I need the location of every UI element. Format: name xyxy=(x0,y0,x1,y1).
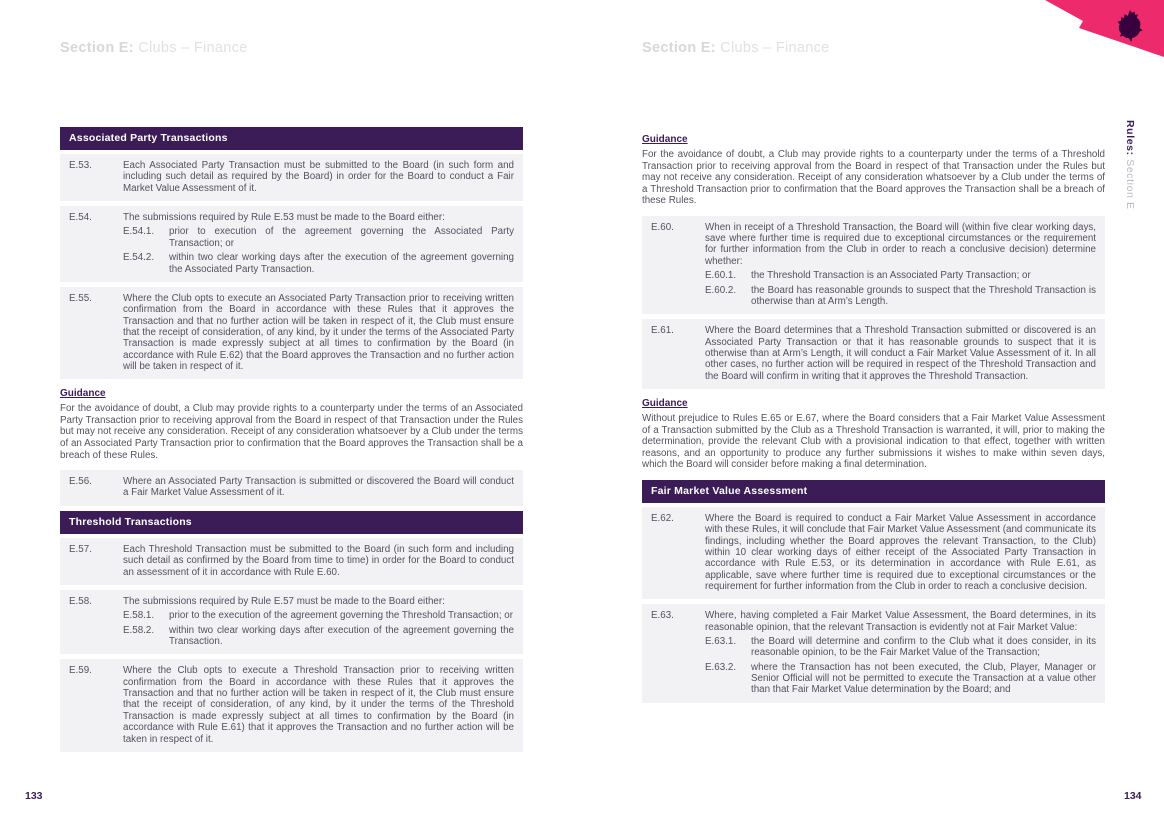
section-header-label: Associated Party Transactions xyxy=(69,132,228,144)
rule-row xyxy=(60,470,523,506)
rule-text: Where the Club opts to execute a Threshold Transaction prior to receiving written confirmation from the Board in accordance with these Rules that it approves the Transaction and that no further action will be taken in respect of it, the Club must ensure that the receipt of consideration, of any kind, by it under the terms of the Threshold Transaction is made expressly subject at all times to confirmation by the Board (in accordance with Rule E.61) that it approves the Transaction and no further action will be taken in respect of it. xyxy=(123,665,514,745)
rule-text: Each Associated Party Transaction must be submitted to the Board (in such form and including such detail as required by the Board) in order for the Board to conduct a Fair Market Value Assessment of it. xyxy=(123,160,514,194)
guidance-heading: Guidance xyxy=(60,388,106,400)
rule-row xyxy=(642,604,1105,703)
rule-row xyxy=(60,659,523,752)
page-header-section: Section E: xyxy=(642,40,716,56)
rule-number: E.63. xyxy=(651,610,674,622)
rule-body xyxy=(123,596,514,647)
rule-number: E.57. xyxy=(69,543,92,555)
subrule-row xyxy=(705,270,1096,281)
subrule-number: E.63.1. xyxy=(705,636,737,648)
page-header-title: Clubs – Finance xyxy=(133,40,248,56)
rule-text: The submissions required by Rule E.53 must be made to the Board either: xyxy=(123,212,445,224)
rule-number: E.55. xyxy=(69,292,92,304)
rule-row xyxy=(60,154,523,201)
rule-body xyxy=(705,222,1096,308)
rule-text: Where the Board determines that a Threshold Transaction submitted or discovered is an Associated Party Transaction or that it has reasonable grounds to suspect that it is otherwise than at Arm’s Length, it will conduct a Fair Market Value Assessment of it. In all other cases, no further action will be required in respect of the Threshold Transaction and the Board will confirm in writing that it approves the Threshold Transaction. xyxy=(705,325,1096,382)
page-header xyxy=(60,40,248,56)
rule-body xyxy=(705,513,1096,593)
rule-body xyxy=(123,665,514,745)
section-header-bar xyxy=(60,511,523,534)
guidance-block xyxy=(642,134,1105,207)
page-header-title: Clubs – Finance xyxy=(715,40,830,56)
rule-number: E.53. xyxy=(69,160,92,171)
guidance-block xyxy=(60,388,523,461)
rule-text: Where an Associated Party Transaction is submitted or discovered the Board will conduct a Fair Market Value Assessment of it. xyxy=(123,476,514,499)
rule-row xyxy=(642,507,1105,600)
rule-number: E.59. xyxy=(69,665,92,677)
guidance-block xyxy=(642,398,1105,471)
page-content xyxy=(642,125,1105,708)
rule-number: E.56. xyxy=(69,476,92,488)
page-header-section: Section E: xyxy=(60,40,134,56)
subrule-number: E.54.1. xyxy=(123,226,155,238)
rule-row xyxy=(60,287,523,380)
side-tab-rest: Section E xyxy=(1124,155,1136,210)
subrule-text: the Board has reasonable grounds to suspect that the Threshold Transaction is otherwise than at Arm’s Length. xyxy=(751,284,1096,307)
rule-row xyxy=(642,319,1105,389)
subrule-text: the Board will determine and confirm to the Club what it does consider, in its reasonable opinion, to be the Fair Market Value of the Transaction; xyxy=(751,636,1096,659)
subrule-number: E.58.1. xyxy=(123,610,155,622)
rule-body xyxy=(123,544,514,578)
subrule-number: E.54.2. xyxy=(123,252,155,264)
subrule-number: E.60.2. xyxy=(705,284,737,296)
guidance-heading: Guidance xyxy=(642,398,688,410)
rule-text: The submissions required by Rule E.57 must be made to the Board either: xyxy=(123,595,445,607)
rule-text: Where the Club opts to execute an Associated Party Transaction prior to receiving written confirmation from the Board in accordance with these Rules that it approves the Transaction and that no further action will be taken in respect of it, the Club must ensure that the receipt of consideration, of any kind, by it under the terms of the Associated Party Transaction is made expressly subject at all times to confirmation by the Board (in accordance with Rule E.62) that the Board approves the Transaction and no further action will be taken in respect of it. xyxy=(123,292,514,373)
rule-text: Where, having completed a Fair Market Value Assessment, the Board determines, in its reasonable opinion, that the relevant Transaction is evidently not at Fair Market Value: xyxy=(705,610,1096,633)
subrule-text: within two clear working days after execution of the agreement governing the Transaction. xyxy=(169,624,514,647)
rule-text: When in receipt of a Threshold Transaction, the Board will (within five clear working days, save where further time is required due to exceptional circumstances or the requirement for further information from the Club in order to reach a conclusive decision) determine whether: xyxy=(705,221,1096,267)
guidance-heading: Guidance xyxy=(642,134,688,145)
subrule-row xyxy=(123,226,514,249)
rule-text: Each Threshold Transaction must be submitted to the Board (in such form and including such detail as confirmed by the Board from time to time) in order for the Board to conduct an assessment of it in accordance with Rule E.60. xyxy=(123,543,514,578)
rule-body xyxy=(705,610,1096,696)
rule-body xyxy=(123,212,514,275)
rule-body xyxy=(705,325,1096,382)
guidance-text: For the avoidance of doubt, a Club may provide rights to a counterparty under the terms of a Threshold Transaction prior to receiving approval from the Board in respect of that Transaction under the Rules but may not receive any consideration. Receipt of any consideration whatsoever by a Club under the terms of a Threshold Transaction prior to confirmation that the Board approves the Transaction shall be a breach of these Rules. xyxy=(642,149,1105,207)
subrule-text: prior to execution of the agreement governing the Associated Party Transaction; or xyxy=(169,226,514,249)
subrule-text: within two clear working days after the execution of the agreement governing the Associated Party Transaction. xyxy=(169,252,514,275)
rule-row xyxy=(60,590,523,654)
rule-number: E.61. xyxy=(651,325,674,337)
page-number: 134 xyxy=(1124,790,1142,802)
subrule-row xyxy=(705,285,1096,308)
subrule-text: the Threshold Transaction is an Associated Party Transaction; or xyxy=(751,270,1031,282)
subrule-number: E.63.2. xyxy=(705,661,737,673)
subrule-row xyxy=(123,252,514,275)
subrule-row xyxy=(705,662,1096,696)
rule-number: E.62. xyxy=(651,512,674,524)
subrule-number: E.60.1. xyxy=(705,270,737,282)
rule-row xyxy=(60,538,523,585)
rule-body xyxy=(123,293,514,373)
guidance-text: Without prejudice to Rules E.65 or E.67, where the Board considers that a Fair Market Value Assessment of a Transaction submitted by the Club as a Threshold Transaction is warranted, it will, prior to making the determination, provide the relevant Club with a provisional indication to that effect, together with written reasons, and an opportunity to produce any further submissions it wishes to make within seven days, which the Board will consider before making a final determination. xyxy=(642,413,1105,471)
rule-text: Where the Board is required to conduct a Fair Market Value Assessment in accordance with these Rules, it will conclude that Fair Market Value Assessment (and communicate its findings, including whether the Board approves the relevant Transaction, to the Club) within 10 clear working days of either receipt of the Associated Party Transaction in accordance with Rule E.53, or its determination in accordance with Rule E.61, as applicable, save where further time is required due to exceptional circumstances or the requirement for further information from the Club in order to reach a conclusive decision. xyxy=(705,512,1096,592)
page-number: 133 xyxy=(25,790,43,802)
guidance-text: For the avoidance of doubt, a Club may provide rights to a counterparty under the terms of an Associated Party Transaction prior to receiving approval from the Board in respect of that Transaction under the Rules but may not receive any consideration. Receipt of any consideration whatsoever by a Club under the terms of an Associated Party Transaction prior to confirmation that the Board approves the Transaction shall be a breach of these Rules. xyxy=(60,403,523,461)
section-header-bar xyxy=(60,127,523,150)
rule-body xyxy=(123,160,514,194)
subrule-text: prior to the execution of the agreement governing the Threshold Transaction; or xyxy=(169,610,514,622)
subrule-row xyxy=(123,625,514,648)
rules-section-tab xyxy=(1124,120,1136,210)
section-header-label: Fair Market Value Assessment xyxy=(651,484,808,497)
rule-number: E.54. xyxy=(69,212,92,224)
subrule-number: E.58.2. xyxy=(123,624,155,636)
rule-number: E.60. xyxy=(651,221,674,233)
section-header-label: Threshold Transactions xyxy=(69,515,192,528)
premier-league-lion-icon xyxy=(1116,10,1144,42)
page-header xyxy=(642,40,830,56)
subrule-row xyxy=(705,636,1096,659)
rule-body xyxy=(123,476,514,499)
rule-row xyxy=(642,216,1105,315)
rule-row xyxy=(60,206,523,282)
rule-number: E.58. xyxy=(69,595,92,607)
subrule-row xyxy=(123,610,514,621)
page-content xyxy=(60,127,523,757)
subrule-text: where the Transaction has not been executed, the Club, Player, Manager or Senior Official will not be permitted to execute the Transaction at a value other than that Fair Market Value determination by the Board; and xyxy=(751,661,1096,696)
side-tab-bold: Rules: xyxy=(1124,120,1136,156)
section-header-bar xyxy=(642,480,1105,503)
